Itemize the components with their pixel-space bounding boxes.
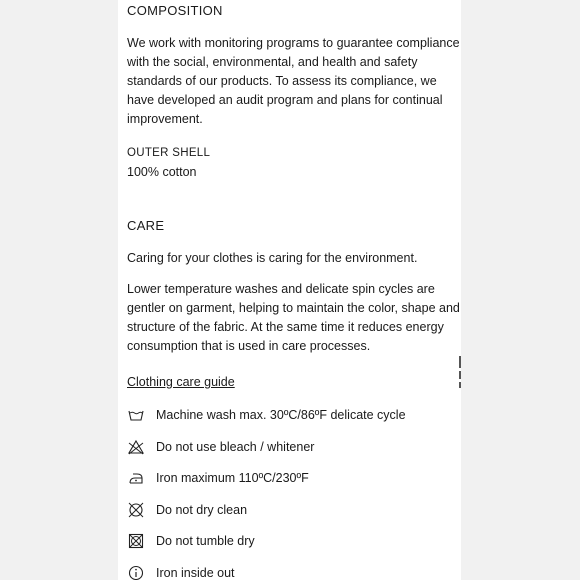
care-instruction-row — [127, 437, 314, 457]
no-tumble-dry-icon — [127, 532, 145, 550]
care-instruction-label: Iron inside out — [156, 566, 235, 580]
care-instruction-row — [127, 468, 309, 488]
product-details-panel — [118, 0, 461, 580]
outer-shell-label: OUTER SHELL — [127, 147, 211, 159]
composition-body: We work with monitoring programs to guarantee compliance with the social, environmental, and health and safety standards of our products. To assess its compliance, we have developed an audit program and plans for continual improvement. — [127, 36, 460, 126]
care-instruction-row — [127, 563, 235, 580]
composition-heading: COMPOSITION — [127, 3, 223, 18]
wash-tub-icon — [127, 406, 145, 424]
care-intro: Caring for your clothes is caring for the environment. — [127, 251, 418, 265]
outer-shell-value: 100% cotton — [127, 165, 197, 179]
no-dry-clean-icon — [127, 501, 145, 519]
care-instruction-label: Do not tumble dry — [156, 534, 255, 548]
clothing-care-guide-link[interactable]: Clothing care guide — [127, 375, 235, 389]
care-instruction-label: Iron maximum 110ºC/230ºF — [156, 471, 309, 485]
care-instruction-label: Machine wash max. 30ºC/86ºF delicate cycle — [156, 408, 406, 422]
iron-icon — [127, 469, 145, 487]
info-icon — [127, 564, 145, 580]
care-instruction-label: Do not use bleach / whitener — [156, 440, 315, 454]
care-heading: CARE — [127, 218, 165, 233]
care-instruction-label: Do not dry clean — [156, 503, 248, 517]
care-instruction-row — [127, 531, 255, 551]
scrollbar-thumb[interactable] — [459, 356, 462, 390]
no-bleach-icon — [127, 438, 145, 456]
care-body: Lower temperature washes and delicate spin cycles are gentler on garment, helping to maintain the color, shape and structure of the fabric. At the same time it reduces energy consumption that is used in care processes. — [127, 282, 460, 353]
care-instruction-row — [127, 500, 247, 520]
care-instruction-row — [127, 405, 406, 425]
